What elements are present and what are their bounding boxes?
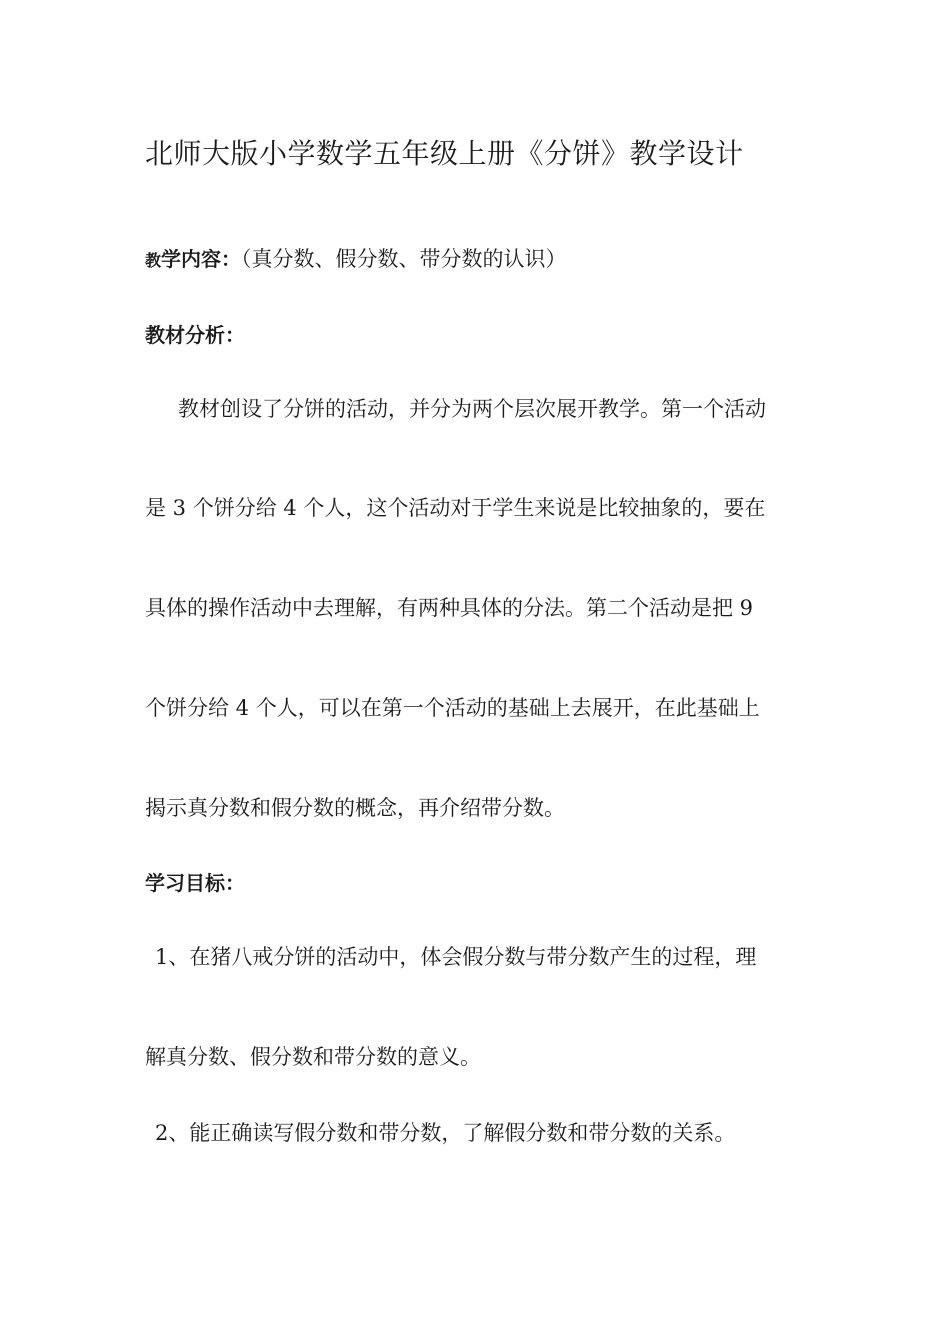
analysis-line-4: 个饼分给 4 个人，可以在第一个活动的基础上去展开，在此基础上 <box>145 696 760 720</box>
analysis-line-3: 具体的操作活动中去理解，有两种具体的分法。第二个活动是把 9 <box>145 596 754 620</box>
document-title: 北师大版小学数学五年级上册《分饼》教学设计 <box>145 137 744 170</box>
teaching-content-heading-first-char: 教 <box>145 251 162 270</box>
teaching-content-row <box>145 246 567 274</box>
objective-line-1: 1、在猪八戒分饼的活动中，体会假分数与带分数产生的过程，理 <box>155 945 757 969</box>
objective-line-2: 解真分数、假分数和带分数的意义。 <box>145 1045 481 1069</box>
learning-objectives-heading: 学习目标： <box>145 871 245 895</box>
objective-line-3: 2、能正确读写假分数和带分数，了解假分数和带分数的关系。 <box>155 1121 736 1145</box>
analysis-line-5: 揭示真分数和假分数的概念，再介绍带分数。 <box>145 796 565 820</box>
teaching-content-heading: 学内容： <box>161 247 242 271</box>
analysis-line-2: 是 3 个饼分给 4 个人，这个活动对于学生来说是比较抽象的，要在 <box>145 496 766 520</box>
analysis-line-1: 教材创设了分饼的活动，并分为两个层次展开教学。第一个活动 <box>178 397 766 421</box>
material-analysis-heading: 教材分析： <box>145 323 245 347</box>
teaching-content-text: （真分数、假分数、带分数的认识） <box>241 247 567 271</box>
